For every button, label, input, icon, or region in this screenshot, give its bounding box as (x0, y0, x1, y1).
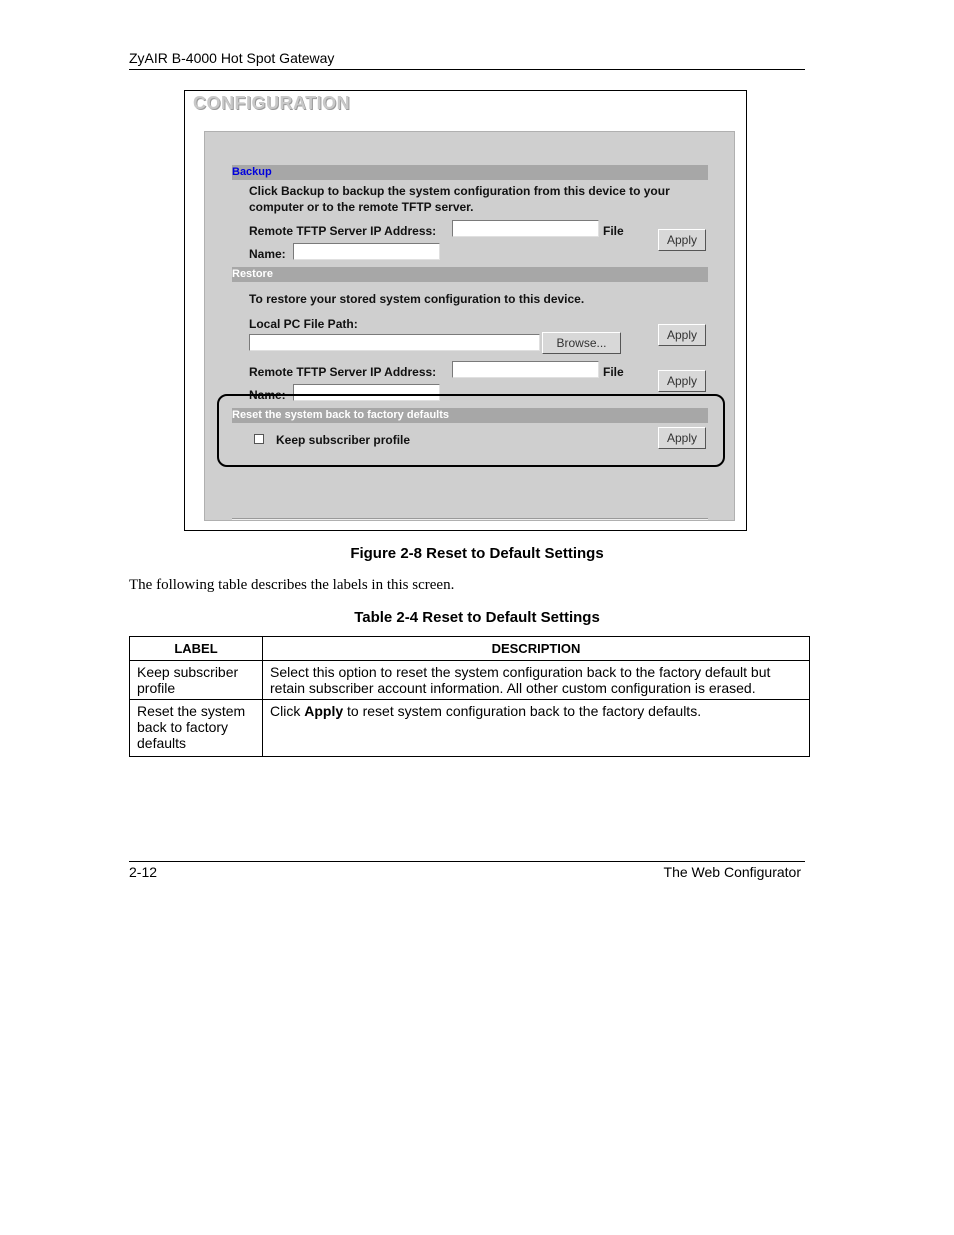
description-prefix: Click (270, 703, 305, 719)
restore-tftp-apply-button[interactable]: Apply (658, 370, 706, 392)
footer-page-number: 2-12 (129, 864, 158, 880)
backup-description-line1: Click Backup to backup the system configuration from this device to your (249, 184, 670, 198)
backup-file-label: File (603, 224, 624, 238)
browse-button[interactable]: Browse... (542, 332, 621, 354)
restore-tftp-ip-input[interactable] (452, 361, 599, 378)
table-row (130, 700, 810, 757)
restore-local-apply-button[interactable]: Apply (658, 324, 706, 346)
figure-screenshot (184, 90, 747, 531)
footer-section-title: The Web Configurator (663, 864, 801, 880)
restore-tftp-label: Remote TFTP Server IP Address: (249, 365, 437, 379)
keep-subscriber-profile-label: Keep subscriber profile (276, 433, 411, 447)
backup-tftp-ip-input[interactable] (452, 220, 599, 237)
description-bold-apply: Apply (304, 703, 344, 719)
label-column-header: LABEL (130, 637, 263, 661)
reset-heading-label: Reset the system back to factory defaults (232, 409, 450, 421)
page-footer (129, 861, 805, 880)
screen-title: CONFIGURATION (193, 93, 351, 113)
table-row (130, 661, 810, 700)
backup-heading-label: Backup (232, 166, 272, 178)
description-table (129, 636, 810, 757)
restore-section-heading (232, 267, 708, 282)
row-description: Select this option to reset the system configuration back to the factory default but retain subscriber account information. All other custom configuration is erased. (263, 661, 810, 700)
local-path-label: Local PC File Path: (249, 317, 358, 331)
restore-file-label: File (603, 365, 624, 379)
table-header-row (130, 637, 810, 661)
backup-name-label: Name: (249, 247, 286, 261)
table-caption: Table 2-4 Reset to Default Settings (354, 609, 600, 626)
callout-highlight (217, 394, 725, 467)
reset-apply-button[interactable]: Apply (658, 427, 706, 449)
description-suffix: to reset system configuration back to the factory defaults. (343, 703, 702, 719)
row-label: Keep subscriber profile (130, 661, 263, 700)
row-label: Reset the system back to factory defaults (130, 700, 263, 757)
backup-file-name-input[interactable] (293, 243, 440, 260)
description-column-header: DESCRIPTION (263, 637, 810, 661)
backup-apply-button[interactable]: Apply (658, 229, 706, 251)
header-title: ZyAIR B-4000 Hot Spot Gateway (129, 50, 335, 66)
restore-description: To restore your stored system configuration to this device. (249, 292, 585, 306)
restore-heading-label: Restore (232, 268, 273, 280)
local-file-path-input[interactable] (249, 334, 540, 351)
figure-caption: Figure 2-8 Reset to Default Settings (350, 545, 604, 562)
backup-description-line2: computer or to the remote TFTP server. (249, 200, 474, 214)
restore-name-label: Name: (249, 388, 286, 402)
bottom-divider (232, 518, 708, 520)
intro-text: The following table describes the labels in this screen. (129, 577, 455, 593)
backup-tftp-label: Remote TFTP Server IP Address: (249, 224, 437, 238)
row-description (263, 700, 810, 757)
page-header (129, 50, 805, 70)
backup-section-heading (232, 165, 708, 180)
